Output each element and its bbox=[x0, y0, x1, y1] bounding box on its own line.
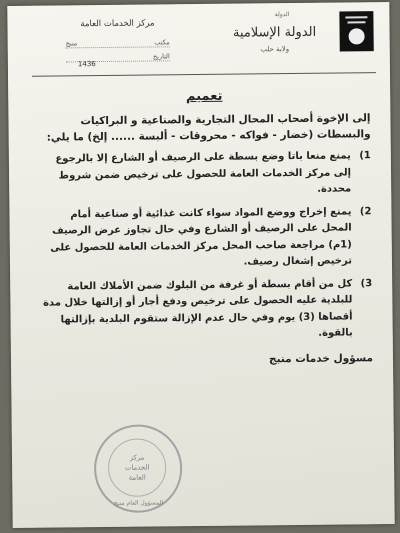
item-number: 1) bbox=[359, 150, 371, 162]
stamp-ring-text: المسؤول العام منبج bbox=[113, 499, 164, 507]
list-item bbox=[39, 204, 372, 273]
stamp-line: الخدمات bbox=[124, 463, 150, 472]
document-body bbox=[38, 87, 373, 367]
state-name: الدولة الإسلامية bbox=[232, 24, 317, 41]
flag-logo bbox=[338, 10, 375, 64]
state-top-label: الدولة bbox=[274, 11, 290, 19]
header-divider bbox=[32, 72, 376, 77]
center-field-row bbox=[66, 38, 170, 48]
stamp-line: مركز bbox=[129, 453, 145, 462]
list-item bbox=[40, 276, 373, 345]
document-title: تعميم bbox=[185, 88, 223, 105]
document-page bbox=[7, 2, 394, 528]
stamp-line: العامة bbox=[128, 473, 146, 482]
state-subtitle: ولاية حلب bbox=[260, 45, 290, 54]
field-label: التاريخ bbox=[152, 52, 170, 61]
document-year: 1436 bbox=[77, 60, 96, 69]
center-fields bbox=[58, 36, 178, 67]
stamp-center bbox=[108, 438, 167, 497]
field-value: منبج bbox=[65, 39, 78, 48]
field-label: مكتب bbox=[154, 38, 170, 47]
addressee-line: إلى الإخوة أصحاب المحال التجارية والصناعية و البراكيات والبسطات (خضار - فواكه - محروقات - ألبسة ...... إلخ) ما يلي: bbox=[46, 112, 371, 144]
signoff: مسؤول خدمات منبج bbox=[268, 351, 374, 365]
item-text: يمنع منعا باتا وضع بسطة على الرصيف أو الشارع إلا بالرجوع إلى مركز الخدمات العامة للحصول على ترخيص ضمن شروط محددة. bbox=[55, 150, 352, 195]
official-stamp bbox=[94, 424, 183, 513]
list-item bbox=[39, 148, 372, 201]
item-number: 2) bbox=[359, 205, 372, 217]
item-text: يمنع إخراج ووضع المواد سواء كانت غذائية أو صناعية أمام المحل على الرصيف أو الشارع وفي حال تجاوز عرض الرصيف (1م) مراجعة صاحب المحل مركز الخدمات العامة للحصول على ترخيص إشغال رصيف. bbox=[50, 205, 353, 268]
center-name: مركز الخدمات العامة bbox=[80, 18, 155, 30]
item-text: كل من أقام بسطة أو غرفة من البلوك ضمن الأملاك العامة للبلدية عليه الحصول على ترخيص ودفع أجار أو إزالتها خلال مدة أقصاها (3) يوم وفي حال عدم الإزالة ستقوم البلدية بإزالتها بالقوة. bbox=[43, 277, 353, 339]
item-number: 3) bbox=[360, 277, 373, 289]
